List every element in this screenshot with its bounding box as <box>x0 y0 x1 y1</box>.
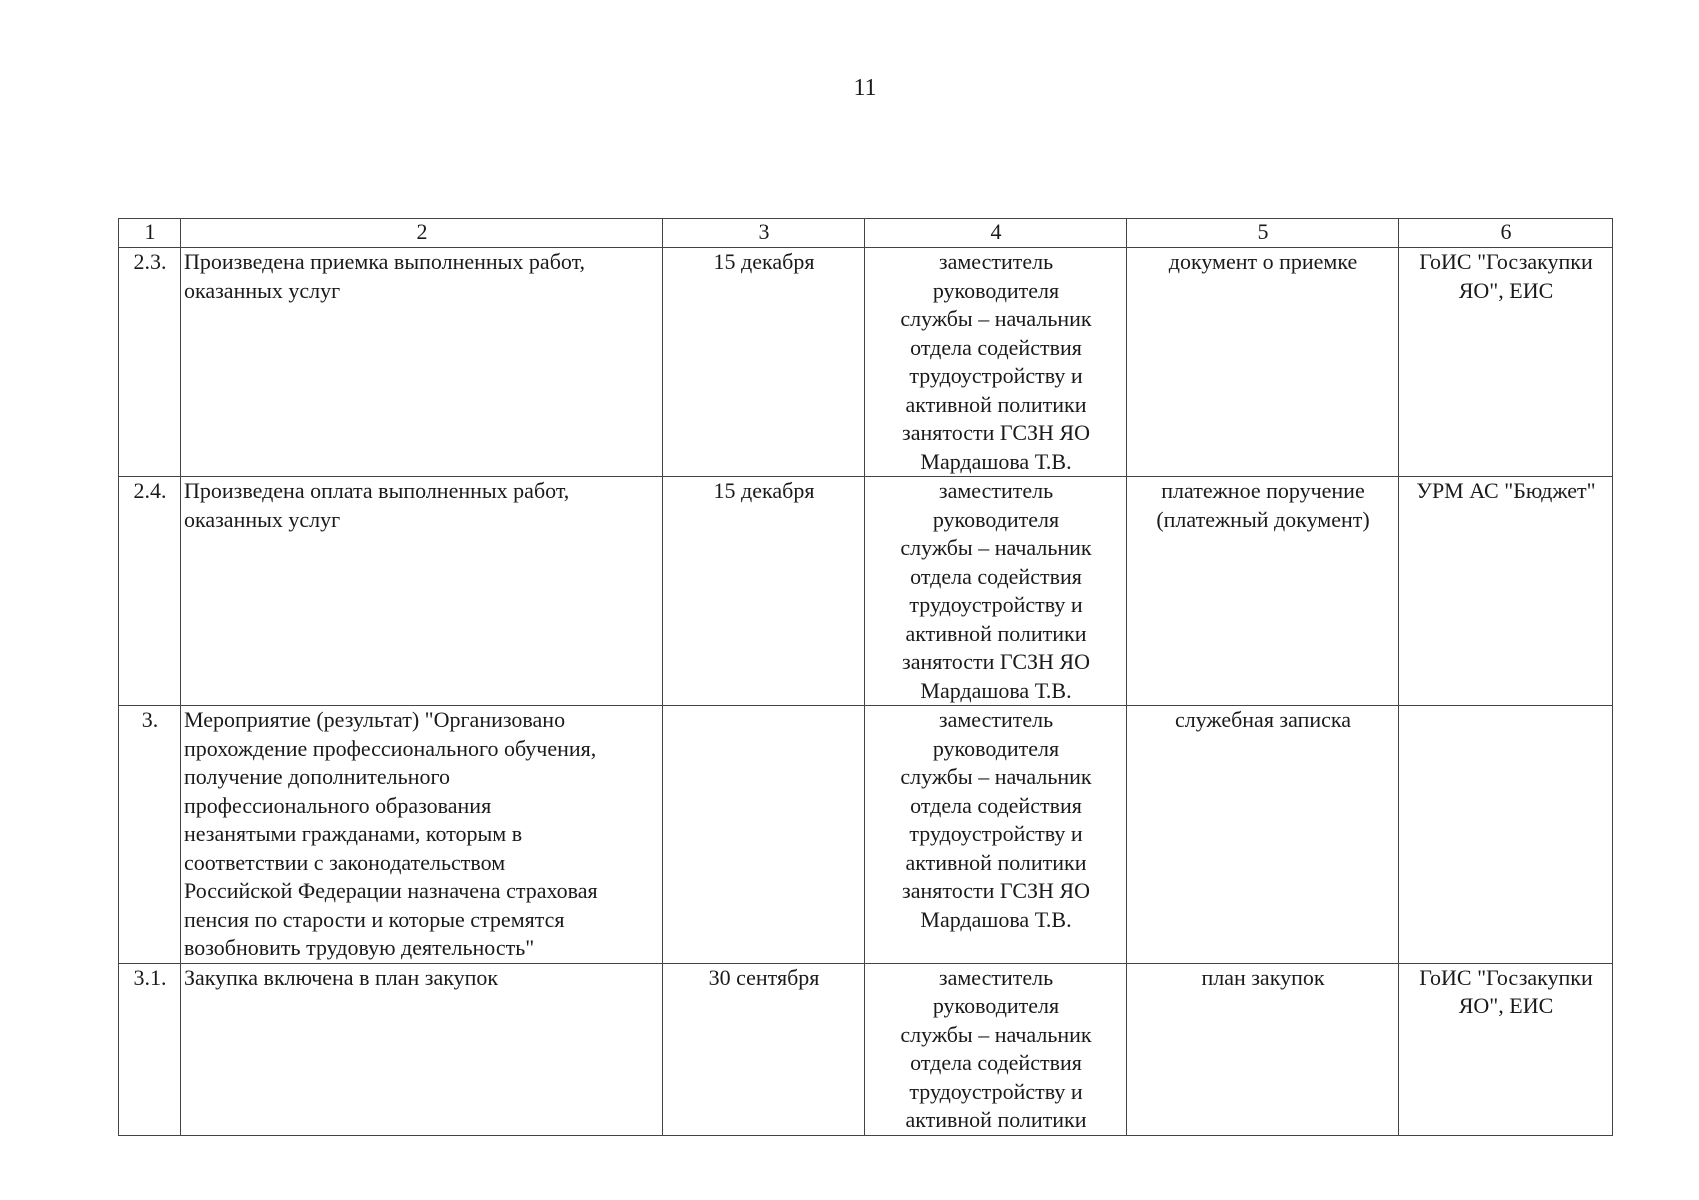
plan-table <box>118 218 1613 1136</box>
cell-line: Мардашова Т.В. <box>920 677 1072 703</box>
header-cell-6: 6 <box>1399 219 1613 248</box>
header-cell-1: 1 <box>119 219 181 248</box>
table-row <box>119 706 1613 964</box>
page-number: 11 <box>853 75 877 101</box>
cell-line: служебная записка <box>1174 707 1352 732</box>
header-cell-5: 5 <box>1127 219 1399 248</box>
cell-line: занятости ГСЗН ЯО <box>902 878 1090 903</box>
row-document <box>1127 248 1399 477</box>
row-responsible <box>865 477 1127 706</box>
cell-line: активной политики <box>905 1107 1087 1132</box>
cell-line: документ о приемке <box>1168 249 1358 274</box>
cell-line: заместитель <box>938 478 1054 503</box>
cell-line: активной политики <box>905 849 1087 875</box>
cell-line: заместитель <box>938 707 1054 732</box>
cell-line: оказанных услуг <box>184 277 341 303</box>
row-system <box>1399 706 1613 964</box>
cell-line: Российской Федерации назначена страховая <box>184 878 598 903</box>
cell-line: отдела содействия <box>910 563 1082 589</box>
cell-line: руководителя <box>932 277 1060 303</box>
row-deadline: 15 декабря <box>663 477 865 706</box>
header-cell-4: 4 <box>865 219 1127 248</box>
row-system <box>1399 248 1613 477</box>
cell-line: трудоустройству и <box>909 363 1083 388</box>
cell-line: Закупка включена в план закупок <box>184 964 499 990</box>
cell-line: возобновить трудовую деятельность" <box>184 935 535 960</box>
cell-line: службы – начальник <box>900 306 1092 331</box>
cell-line: незанятыми гражданами, которым в <box>184 821 523 846</box>
cell-line: заместитель <box>938 964 1054 990</box>
cell-line: руководителя <box>932 735 1060 761</box>
row-number: 2.3. <box>119 248 181 477</box>
table-row <box>119 963 1613 1135</box>
row-description <box>181 963 663 1135</box>
cell-line: пенсия по старости и которые стремятся <box>184 906 565 932</box>
row-system <box>1399 963 1613 1135</box>
cell-line: (платежный документ) <box>1156 506 1370 532</box>
table-header-row <box>119 219 1613 248</box>
cell-line: трудоустройству и <box>909 821 1083 846</box>
row-deadline: 15 декабря <box>663 248 865 477</box>
row-deadline: 30 сентября <box>663 963 865 1135</box>
cell-line: занятости ГСЗН ЯО <box>902 420 1090 445</box>
row-description <box>181 477 663 706</box>
row-description <box>181 706 663 964</box>
table-row <box>119 248 1613 477</box>
cell-line: оказанных услуг <box>184 506 341 532</box>
row-number: 3.1. <box>119 963 181 1135</box>
cell-line: службы – начальник <box>900 1021 1092 1047</box>
cell-line: занятости ГСЗН ЯО <box>902 649 1090 674</box>
cell-line: Мардашова Т.В. <box>920 906 1072 932</box>
cell-line: службы – начальник <box>900 764 1092 789</box>
cell-line: план закупок <box>1201 964 1325 990</box>
cell-line: руководителя <box>932 506 1060 532</box>
cell-line: активной политики <box>905 391 1087 417</box>
row-description <box>181 248 663 477</box>
cell-line: соответствии с законодательством <box>184 849 506 875</box>
cell-line: ЯО", ЕИС <box>1458 993 1554 1018</box>
cell-line: отдела содействия <box>910 334 1082 360</box>
cell-line: платежное поручение <box>1161 478 1365 503</box>
row-number: 3. <box>119 706 181 964</box>
row-document <box>1127 477 1399 706</box>
cell-line: Мардашова Т.В. <box>920 448 1072 474</box>
cell-line: трудоустройству и <box>909 1078 1083 1104</box>
cell-line: ЯО", ЕИС <box>1458 277 1554 303</box>
cell-line: получение дополнительного <box>184 764 450 789</box>
cell-line: Произведена оплата выполненных работ, <box>184 478 570 503</box>
cell-line: профессионального образования <box>184 792 492 818</box>
cell-line: Мероприятие (результат) "Организовано <box>184 707 566 732</box>
cell-line: прохождение профессионального обучения, <box>184 735 597 761</box>
cell-line: ГоИС "Госзакупки <box>1419 964 1593 990</box>
cell-line: активной политики <box>905 620 1087 646</box>
row-document <box>1127 706 1399 964</box>
row-document <box>1127 963 1399 1135</box>
row-responsible <box>865 248 1127 477</box>
row-deadline <box>663 706 865 964</box>
row-system <box>1399 477 1613 706</box>
header-cell-2: 2 <box>181 219 663 248</box>
cell-line: отдела содействия <box>910 792 1082 818</box>
row-responsible <box>865 706 1127 964</box>
row-number: 2.4. <box>119 477 181 706</box>
cell-line: Произведена приемка выполненных работ, <box>184 249 586 274</box>
cell-line: УРМ АС "Бюджет" <box>1416 478 1596 503</box>
cell-line: руководителя <box>932 993 1060 1018</box>
cell-line: службы – начальник <box>900 535 1092 560</box>
cell-line: ГоИС "Госзакупки <box>1419 249 1593 274</box>
header-cell-3: 3 <box>663 219 865 248</box>
table-row <box>119 477 1613 706</box>
row-responsible <box>865 963 1127 1135</box>
cell-line: отдела содействия <box>910 1050 1082 1075</box>
cell-line: трудоустройству и <box>909 592 1083 617</box>
cell-line: заместитель <box>938 249 1054 274</box>
